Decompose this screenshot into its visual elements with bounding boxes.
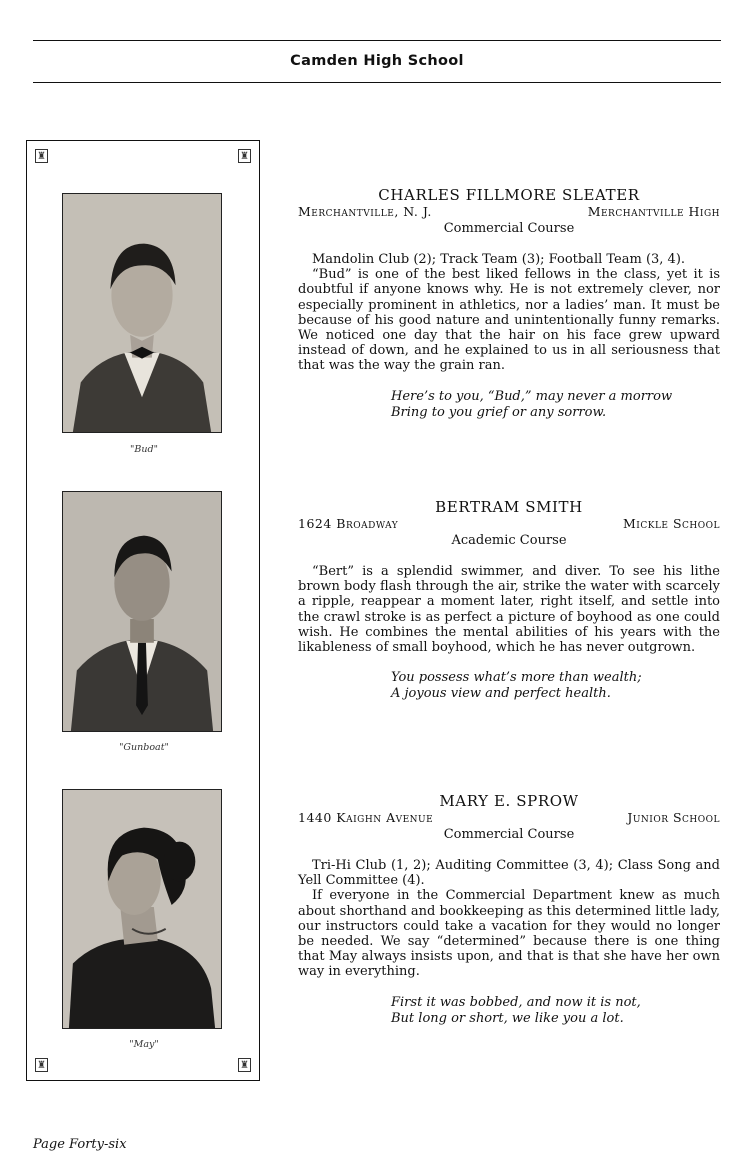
photo-panel	[26, 140, 260, 1081]
course-name: Commercial Course	[443, 827, 575, 842]
activities-paragraph: Tri-Hi Club (1, 2); Auditing Committee (3, 4); Class Song and Yell Committee (4).	[298, 858, 720, 889]
activities-paragraph: Mandolin Club (2); Track Team (3); Football Team (3, 4).	[312, 252, 686, 267]
address-line	[298, 810, 720, 826]
portrait-photo	[62, 491, 222, 732]
biography	[298, 858, 720, 980]
running-header: Camden High School	[290, 53, 464, 69]
photo-caption: "May"	[129, 1039, 159, 1050]
course-name: Academic Course	[451, 533, 567, 548]
biography	[298, 564, 720, 655]
corner-ornament-icon: ♜	[35, 149, 48, 163]
verse-line: Here’s to you, “Bud,” may never a morrow	[391, 388, 673, 404]
address-line	[298, 516, 720, 532]
verse-line: But long or short, we like you a lot.	[391, 1010, 624, 1026]
biography-paragraph: “Bert” is a splendid swimmer, and diver. To see his lithe brown body flash through the air, strike the water with scarcely a ripple, reappear a moment later, right itself, and settle into the crawl stroke is as perfect a picture of boyhood as one could wish. He combines the mental abilities of his years with the likableness of small boyhood, which he has never outgrown.	[298, 564, 720, 656]
previous-school: Merchantville High	[587, 204, 720, 219]
home-address: 1440 Kaighn Avenue	[298, 810, 434, 825]
corner-ornament-icon: ♜	[35, 1058, 48, 1072]
verse	[391, 670, 720, 702]
student-name: CHARLES FILLMORE SLEATER	[378, 186, 640, 204]
home-address: 1624 Broadway	[298, 516, 399, 531]
corner-ornament-icon: ♜	[238, 1058, 251, 1072]
student-name: BERTRAM SMITH	[435, 498, 583, 516]
student-entry	[298, 498, 720, 702]
verse-line: Bring to you grief or any sorrow.	[391, 404, 607, 420]
header-top-rule	[33, 40, 721, 41]
header-bottom-rule	[33, 82, 721, 83]
portrait-photo	[62, 193, 222, 433]
photo-caption: "Bud"	[130, 444, 158, 455]
course-name: Commercial Course	[443, 221, 575, 236]
verse	[391, 995, 720, 1027]
verse-line: First it was bobbed, and now it is not,	[391, 994, 641, 1010]
student-entry	[298, 792, 720, 1027]
page-number: Page Forty-six	[33, 1137, 127, 1152]
verse-line: A joyous view and perfect health.	[391, 686, 611, 702]
address-line	[298, 204, 720, 220]
student-entry	[298, 186, 720, 421]
previous-school: Mickle School	[622, 516, 720, 531]
biography-paragraph: If everyone in the Commercial Department knew as much about shorthand and bookkeeping as this determined little lady, our instructors could take a vacation for they would no longer be needed. We say “determined” because there is one thing that May always insists upon, and that is that she have her own way in everything.	[298, 888, 720, 980]
portrait-photo	[62, 789, 222, 1029]
home-address: Merchantville, N. J.	[298, 204, 432, 219]
biography	[298, 252, 720, 374]
biography-paragraph: “Bud” is one of the best liked fellows in the class, yet it is doubtful if anyone knows why. He is not extremely clever, nor especially prominent in athletics, nor a ladies’ man. It must be because of his good nature and unintentionally funny remarks. We noticed one day that the hair on his face grew upward instead of down, and he explained to us in all seriousness that that was the way the grain ran.	[298, 267, 720, 374]
student-name: MARY E. SPROW	[439, 792, 579, 810]
previous-school: Junior School	[627, 810, 720, 825]
verse	[391, 389, 720, 421]
corner-ornament-icon: ♜	[238, 149, 251, 163]
verse-line: You possess what’s more than wealth;	[391, 670, 642, 686]
photo-caption: "Gunboat"	[119, 742, 169, 753]
